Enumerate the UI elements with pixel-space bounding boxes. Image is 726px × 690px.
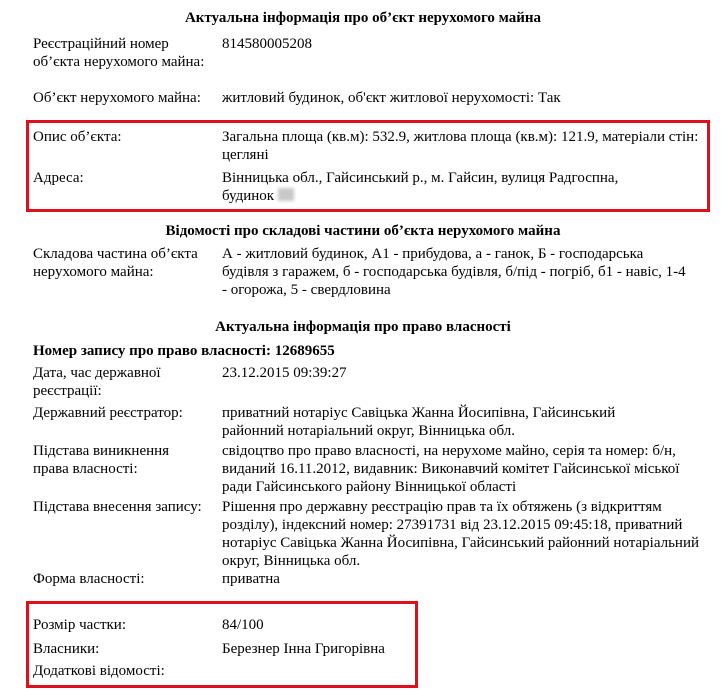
extra-info-label: Додаткові відомості: [33,663,165,679]
description-label: Опис об’єкта: [33,129,122,145]
entry-basis-label: Підстава внесення запису: [33,499,202,515]
ownership-form-value: приватна [222,571,280,587]
entry-basis-value: Рішення про державну реєстрацію прав та їх обтяжень (з відкриттям розділу), індексний номер: 27391731 від 23.12.2015 09:45:18, приватний нотаріус Савіцька Жанна Йосипівна, Гайсинський районний нотаріальний округ, Вінницька обл. [222,499,700,569]
owners-label: Власники: [33,641,100,657]
parts-section-title: Відомості про складові частини об’єкта нерухомого майна [165,223,561,239]
description-value: Загальна площа (кв.м): 532.9, житлова площа (кв.м): 121.9, матеріали стін: цегляні [222,129,699,163]
owners-value: Березнер Інна Григорівна [222,641,385,657]
registration-date-label: Дата, час державної реєстрації: [33,365,161,399]
address-text: Вінницька обл., Гайсинський р., м. Гайсин, вулиця Радгоспна, будинок [222,170,619,204]
share-label: Розмір частки: [33,617,126,633]
registrar-value: приватний нотаріус Савіцька Жанна Йосипівна, Гайсинський районний нотаріальний округ, Вінницька обл. [222,405,616,439]
registrar-label: Державний реєстратор: [33,405,183,421]
reg-number-label: Реєстраційний номер об’єкта нерухомого майна: [33,36,205,70]
parts-value: А - житловий будинок, А1 - прибудова, а - ганок, Б - господарська будівля з гаражем, б - господарська будівля, б/під - погріб, б1 - навіс, 1-4 - огорожа, 5 - свердловина [222,246,686,298]
registration-date-value: 23.12.2015 09:39:27 [222,365,347,381]
object-type-label: Об’єкт нерухомого майна: [33,90,201,106]
ownership-section-title: Актуальна інформація про право власності [215,319,511,335]
ownership-basis-value: свідоцтво про право власності, на нерухоме майно, серія та номер: б/н, виданий 16.11.2012, видавник: Виконавчий комітет Гайсинської міської ради Гайсинського району Вінницької області [222,443,680,495]
address-value [222,169,662,205]
object-type-value: житловий будинок, об'єкт житлової нерухомості: Так [222,90,561,106]
parts-label: Складова частина об’єкта нерухомого майна: [33,246,198,280]
reg-number-value: 814580005208 [222,36,312,52]
ownership-form-label: Форма власності: [33,571,145,587]
address-label: Адреса: [33,170,84,186]
ownership-basis-label: Підстава виникнення права власності: [33,443,170,477]
object-section-title: Актуальна інформація про об’єкт нерухомого майна [184,10,542,26]
redacted-house-number [278,188,294,201]
ownership-record-number: Номер запису про право власності: 12689655 [33,343,335,359]
share-value: 84/100 [222,617,264,633]
